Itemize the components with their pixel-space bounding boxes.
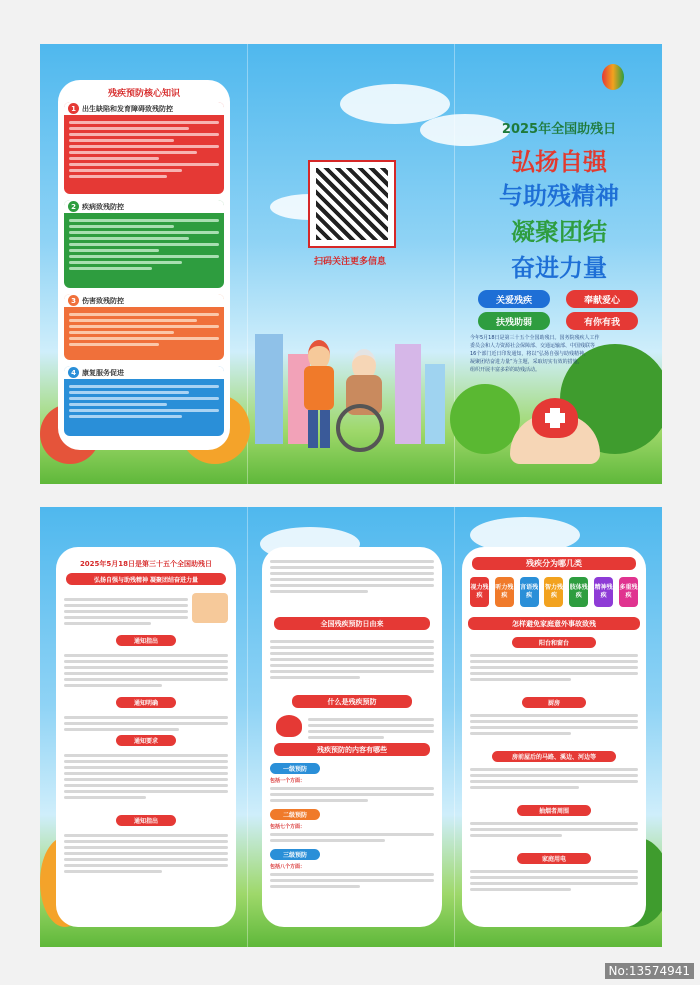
knowledge-section-1: 1 出生缺陷和发育障碍致残防控 — [64, 102, 224, 194]
section-what-is: 什么是残疾预防 — [292, 695, 412, 708]
avoid-item-balcony: 阳台和窗台 — [512, 637, 596, 648]
knowledge-title: 残疾预防核心知识 — [107, 89, 180, 99]
tag-together: 有你有我 — [566, 312, 638, 330]
section-heading: 康复服务促进 — [82, 368, 124, 377]
event-title: 2025年全国助残日 — [501, 122, 617, 137]
section-heading: 伤害致残防控 — [82, 296, 124, 305]
brochure-back — [40, 507, 662, 947]
intro-text: 今年5月18日是第三十五个全国助残日。国务院残疾人工作 委员会和人力资源社会保障部、交通运输部、中国残联等 16个部门近日印发通知，将以“弘扬自强与助残精神， 凝聚团结奋进力量”为主题，采取切实有效的措施， 组织开展丰富多彩的助残活动。 — [470, 335, 600, 373]
level-1-note: 包括一个方面： — [270, 778, 306, 784]
category-multiple: 多重残疾 — [619, 577, 638, 607]
avoid-title: 怎样避免家庭意外事故致残 — [468, 617, 640, 630]
avoid-item-electricity: 家庭用电 — [517, 853, 591, 864]
knowledge-panel — [58, 80, 230, 450]
level-1: 一级预防 — [270, 763, 320, 774]
notice-subhead-4: 通知指出 — [116, 815, 176, 826]
brochure-front — [40, 44, 662, 484]
notice-title: 2025年5月18日是第三十五个全国助残日 — [79, 560, 213, 568]
avoid-item-road: 房前屋后的马路、溪边、河边等 — [492, 751, 616, 762]
tag-help: 扶残助弱 — [478, 312, 550, 330]
category-mental: 精神残疾 — [594, 577, 613, 607]
watermark-id: No:13574941 — [605, 963, 694, 979]
level-3-note: 包括八个方面： — [270, 864, 306, 870]
notice-panel — [56, 547, 236, 927]
notice-photo — [192, 593, 228, 623]
category-visual: 视力残疾 — [470, 577, 489, 607]
headline-line-2: 与助残精神 — [499, 182, 619, 210]
section-heading: 出生缺陷和发育障碍致残防控 — [82, 104, 173, 113]
knowledge-section-4: 4 康复服务促进 — [64, 366, 224, 436]
qr-caption: 扫码关注更多信息 — [313, 257, 386, 267]
section-heading: 疾病致残防控 — [82, 202, 124, 211]
heart-icon — [276, 715, 302, 737]
category-list — [470, 577, 638, 607]
category-speech: 言语残疾 — [520, 577, 539, 607]
prevention-panel — [262, 547, 442, 927]
level-3: 三级预防 — [270, 849, 320, 860]
headline-line-4: 奋进力量 — [511, 254, 607, 282]
category-physical: 肢体残疾 — [569, 577, 588, 607]
avoid-item-kitchen: 厨房 — [522, 697, 586, 708]
qr-placeholder-icon — [316, 168, 388, 240]
knowledge-section-3: 3 伤害致残防控 — [64, 294, 224, 360]
level-2-note: 包括七个方面： — [270, 824, 306, 830]
section-origin: 全国残疾预防日由来 — [274, 617, 430, 630]
notice-subtitle: 弘扬自强与助残精神 凝聚团结奋进力量 — [66, 573, 226, 585]
wheelchair-icon — [336, 404, 384, 452]
tag-dedication: 奉献爱心 — [566, 290, 638, 308]
level-2: 二级预防 — [270, 809, 320, 820]
notice-subhead-3: 通知要求 — [116, 735, 176, 746]
headline-line-3: 凝聚团结 — [511, 218, 607, 246]
category-hearing: 听力残疾 — [495, 577, 514, 607]
avoid-item-smoker: 抽烟者周围 — [517, 805, 591, 816]
tag-care: 关爱残疾 — [478, 290, 550, 308]
notice-subhead-1: 通知指出 — [116, 635, 176, 646]
hands-heart-icon — [510, 384, 600, 464]
category-panel — [462, 547, 646, 927]
category-title: 残疾分为哪几类 — [472, 557, 636, 570]
headline-line-1: 弘扬自强 — [511, 148, 607, 176]
qr-code[interactable] — [308, 160, 396, 248]
knowledge-section-2: 2 疾病致残防控 — [64, 200, 224, 288]
notice-subhead-2: 通知明确 — [116, 697, 176, 708]
volunteer-figure — [302, 340, 336, 450]
section-content: 残疾预防的内容有哪些 — [274, 743, 430, 756]
category-intellectual: 智力残疾 — [544, 577, 563, 607]
balloon-icon — [602, 64, 624, 90]
